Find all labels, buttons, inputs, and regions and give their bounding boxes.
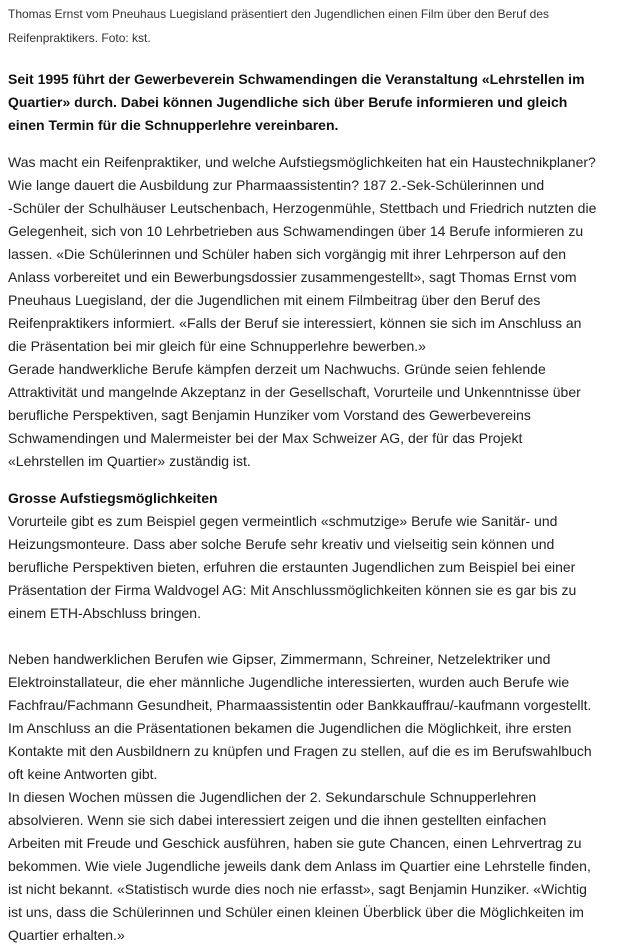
text-line: Elektroinstallateur, die eher männliche Jugendliche interessierten, wurden auch Berufe wie xyxy=(8,674,570,690)
text-line: Quartier erhalten.» xyxy=(8,927,125,943)
text-line: berufliche Perspektiven bieten, erfuhren die erstaunten Jugendlichen zum Beispiel bei einer xyxy=(8,559,576,575)
lead-line: einen Termin für die Schnupperlehre vereinbaren. xyxy=(8,117,339,133)
text-line: Präsentation der Firma Waldvogel AG: Mit Anschlussmöglichkeiten können sie es gar bis zu xyxy=(8,582,577,598)
text-line: -Schüler der Schulhäuser Leutschenbach, Herzogenmühle, Stettbach und Friedrich nutzten die xyxy=(8,200,597,216)
body-paragraph-2 xyxy=(8,510,628,625)
section-heading: Grosse Aufstiegsmöglichkeiten xyxy=(8,490,218,506)
text-line: Fachfrau/Fachmann Gesundheit, Pharmaassistentin oder Bankkauffrau/-kaufmann vorgestellt. xyxy=(8,697,592,713)
text-line: Attraktivität und mangelnde Akzeptanz in der Gesellschaft, Vorurteile und Unkenntnisse über xyxy=(8,384,581,400)
text-line: Gelegenheit, sich von 10 Lehrbetrieben aus Schwamendingen über 14 Berufe informieren zu xyxy=(8,223,584,239)
spacer xyxy=(8,625,628,648)
text-line: Was macht ein Reifenpraktiker, und welche Aufstiegsmöglichkeiten hat ein Haustechnikplaner? xyxy=(8,154,596,170)
text-line: bekommen. Wie viele Jugendliche jeweils dank dem Anlass im Quartier eine Lehrstelle finden, xyxy=(8,858,591,874)
text-line: absolvieren. Wenn sie sich dabei interessiert zeigen und die ihnen gestellten einfachen xyxy=(8,812,547,828)
spacer xyxy=(8,137,628,151)
text-line: Kontakte mit den Ausbildnern zu knüpfen und Fragen zu stellen, auf die es im Berufswahlbuch xyxy=(8,743,592,759)
spacer xyxy=(8,473,628,487)
caption-line: Thomas Ernst vom Pneuhaus Luegisland präsentiert den Jugendlichen einen Film über den Beruf des xyxy=(8,7,549,21)
article-lead xyxy=(8,68,628,137)
text-line: oft keine Antworten gibt. xyxy=(8,766,158,782)
text-line: Gerade handwerkliche Berufe kämpfen derzeit um Nachwuchs. Gründe seien fehlende xyxy=(8,361,546,377)
text-line: Heizungsmonteure. Dass aber solche Berufe sehr kreativ und vielseitig sein können und xyxy=(8,536,555,552)
text-line: Pneuhaus Luegisland, der die Jugendlichen mit einem Filmbeitrag über den Beruf des xyxy=(8,292,541,308)
text-line: Vorurteile gibt es zum Beispiel gegen vermeintlich «schmutzige» Berufe wie Sanitär- und xyxy=(8,513,558,529)
text-line: ist uns, dass die Schülerinnen und Schüler einen kleinen Überblick über die Möglichkeiten im xyxy=(8,904,584,920)
text-line: Neben handwerklichen Berufen wie Gipser, Zimmermann, Schreiner, Netzelektriker und xyxy=(8,651,551,667)
caption-line: Reifenpraktikers. Foto: kst. xyxy=(8,31,151,45)
lead-line: Quartier» durch. Dabei können Jugendliche sich über Berufe informieren und gleich xyxy=(8,94,568,110)
text-line: einem ETH-Abschluss bringen. xyxy=(8,605,201,621)
text-line: Reifenpraktikers informiert. «Falls der Beruf sie interessiert, können sie sich im Anschluss an xyxy=(8,315,582,331)
text-line: lassen. «Die Schülerinnen und Schüler haben sich vorgängig mit ihrer Lehrperson auf den xyxy=(8,246,567,262)
photo-caption xyxy=(8,0,628,50)
text-line: «Lehrstellen im Quartier» zuständig ist. xyxy=(8,453,251,469)
lead-line: Seit 1995 führt der Gewerbeverein Schwamendingen die Veranstaltung «Lehrstellen im xyxy=(8,71,585,87)
body-paragraph-3 xyxy=(8,648,628,947)
text-line: ist nicht bekannt. «Statistisch wurde dies noch nie erfasst», sagt Benjamin Hunziker. «Wichtig xyxy=(8,881,587,897)
text-line: Arbeiten mit Freude und Geschick ausführen, haben sie gute Chancen, einen Lehrvertrag zu xyxy=(8,835,582,851)
text-line: Anlass vorbereitet und ein Bewerbungsdossier zusammengestellt», sagt Thomas Ernst vom xyxy=(8,269,577,285)
text-line: die Präsentation bei mir gleich für eine Schnupperlehre bewerben.» xyxy=(8,338,426,354)
text-line: Wie lange dauert die Ausbildung zur Pharmaassistentin? 187 2.-Sek-Schülerinnen und xyxy=(8,177,545,193)
text-line: Schwamendingen und Malermeister bei der Max Schweizer AG, der für das Projekt xyxy=(8,430,523,446)
text-line: In diesen Wochen müssen die Jugendlichen der 2. Sekundarschule Schnupperlehren xyxy=(8,789,537,805)
text-line: berufliche Perspektiven, sagt Benjamin Hunziker vom Vorstand des Gewerbevereins xyxy=(8,407,531,423)
body-paragraph-1 xyxy=(8,151,628,473)
text-line: Im Anschluss an die Präsentationen bekamen die Jugendlichen die Möglichkeit, ihre ersten xyxy=(8,720,572,736)
